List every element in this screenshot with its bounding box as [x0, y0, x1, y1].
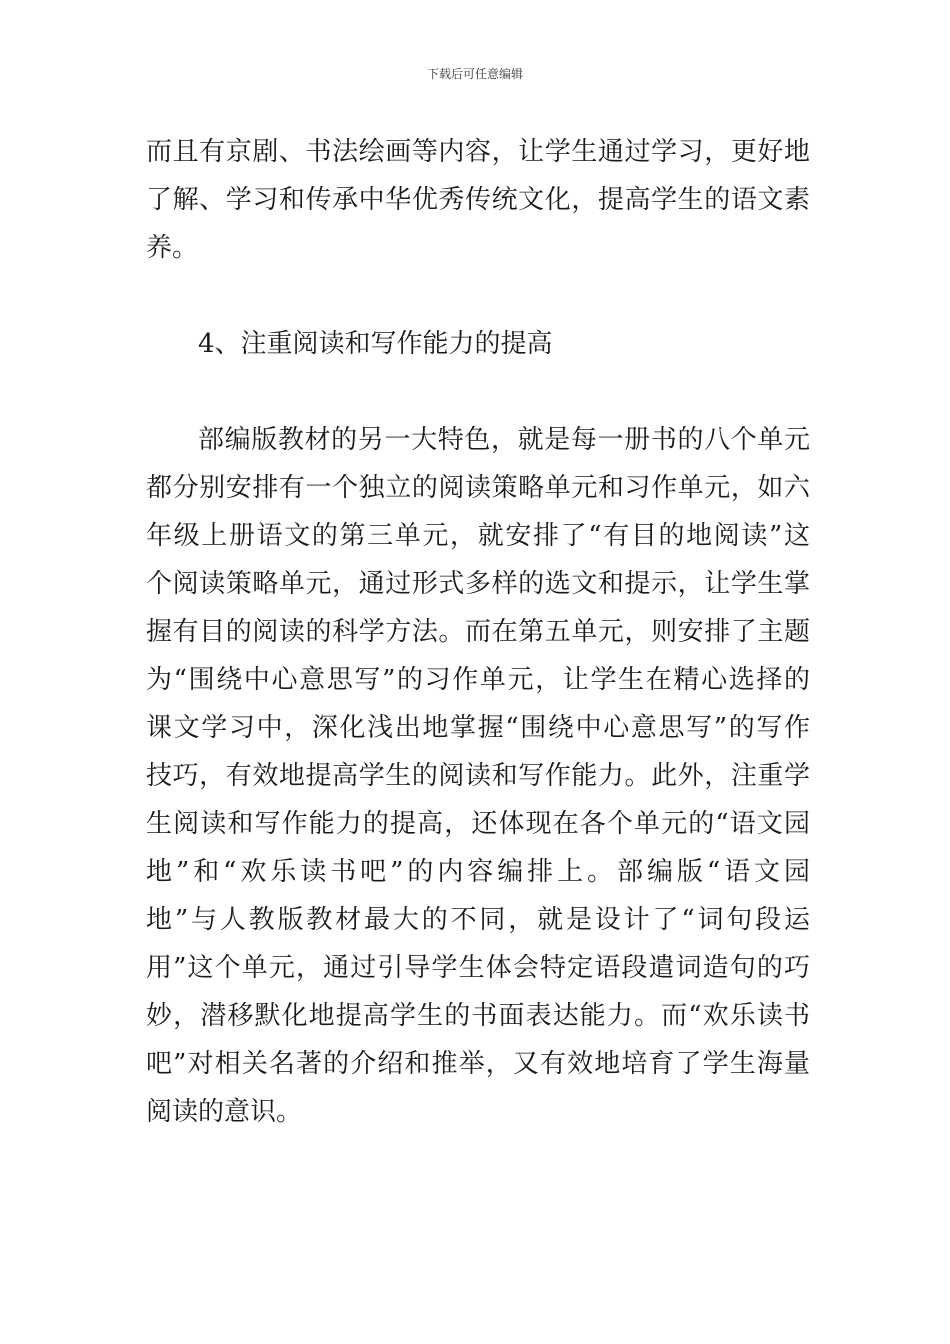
paragraph-line: 部编版教材的另一大特色，就是每一册书的八个单元: [198, 425, 810, 455]
paragraph-spacer: [146, 368, 810, 416]
section-heading: 4、注重阅读和写作能力的提高: [198, 329, 553, 359]
paragraph-line: 养。: [146, 233, 199, 263]
paragraph-line: 年级上册语文的第三单元，就安排了“有目的地阅读”这: [146, 521, 810, 551]
paragraph-line: 握有目的阅读的科学方法。而在第五单元，则安排了主题: [146, 617, 810, 647]
paragraph-line: 技巧，有效地提高学生的阅读和写作能力。此外，注重学: [146, 761, 810, 791]
paragraph-line: 地”与人教版教材最大的不同，就是设计了“词句段运: [146, 905, 810, 935]
page-header: 下载后可任意编辑: [426, 67, 523, 81]
document-body: [146, 128, 810, 1136]
paragraph-line: 课文学习中，深化浅出地掌握“围绕中心意思写”的写作: [146, 713, 810, 743]
paragraph-line: 妙，潜移默化地提高学生的书面表达能力。而“欢乐读书: [146, 1001, 810, 1031]
paragraph-spacer: [146, 272, 810, 320]
paragraph-line: 个阅读策略单元，通过形式多样的选文和提示，让学生掌: [146, 569, 810, 599]
paragraph-line: 为“围绕中心意思写”的习作单元，让学生在精心选择的: [146, 665, 810, 695]
paragraph-line: 生阅读和写作能力的提高，还体现在各个单元的“语文园: [146, 809, 810, 839]
paragraph-culture: [146, 128, 810, 272]
paragraph-line: 用”这个单元，通过引导学生体会特定语段遣词造句的巧: [146, 953, 810, 983]
paragraph-reading-writing: [146, 416, 810, 1136]
paragraph-line: 吧”对相关名著的介绍和推举，又有效地培育了学生海量: [146, 1049, 810, 1079]
paragraph-line: 地”和“欢乐读书吧”的内容编排上。部编版“语文园: [146, 857, 810, 887]
paragraph-line: 而且有京剧、书法绘画等内容，让学生通过学习，更好地: [146, 137, 810, 167]
paragraph-line: 阅读的意识。: [146, 1097, 303, 1127]
paragraph-line: 都分别安排有一个独立的阅读策略单元和习作单元，如六: [146, 473, 810, 503]
paragraph-line: 了解、学习和传承中华优秀传统文化，提高学生的语文素: [146, 185, 810, 215]
